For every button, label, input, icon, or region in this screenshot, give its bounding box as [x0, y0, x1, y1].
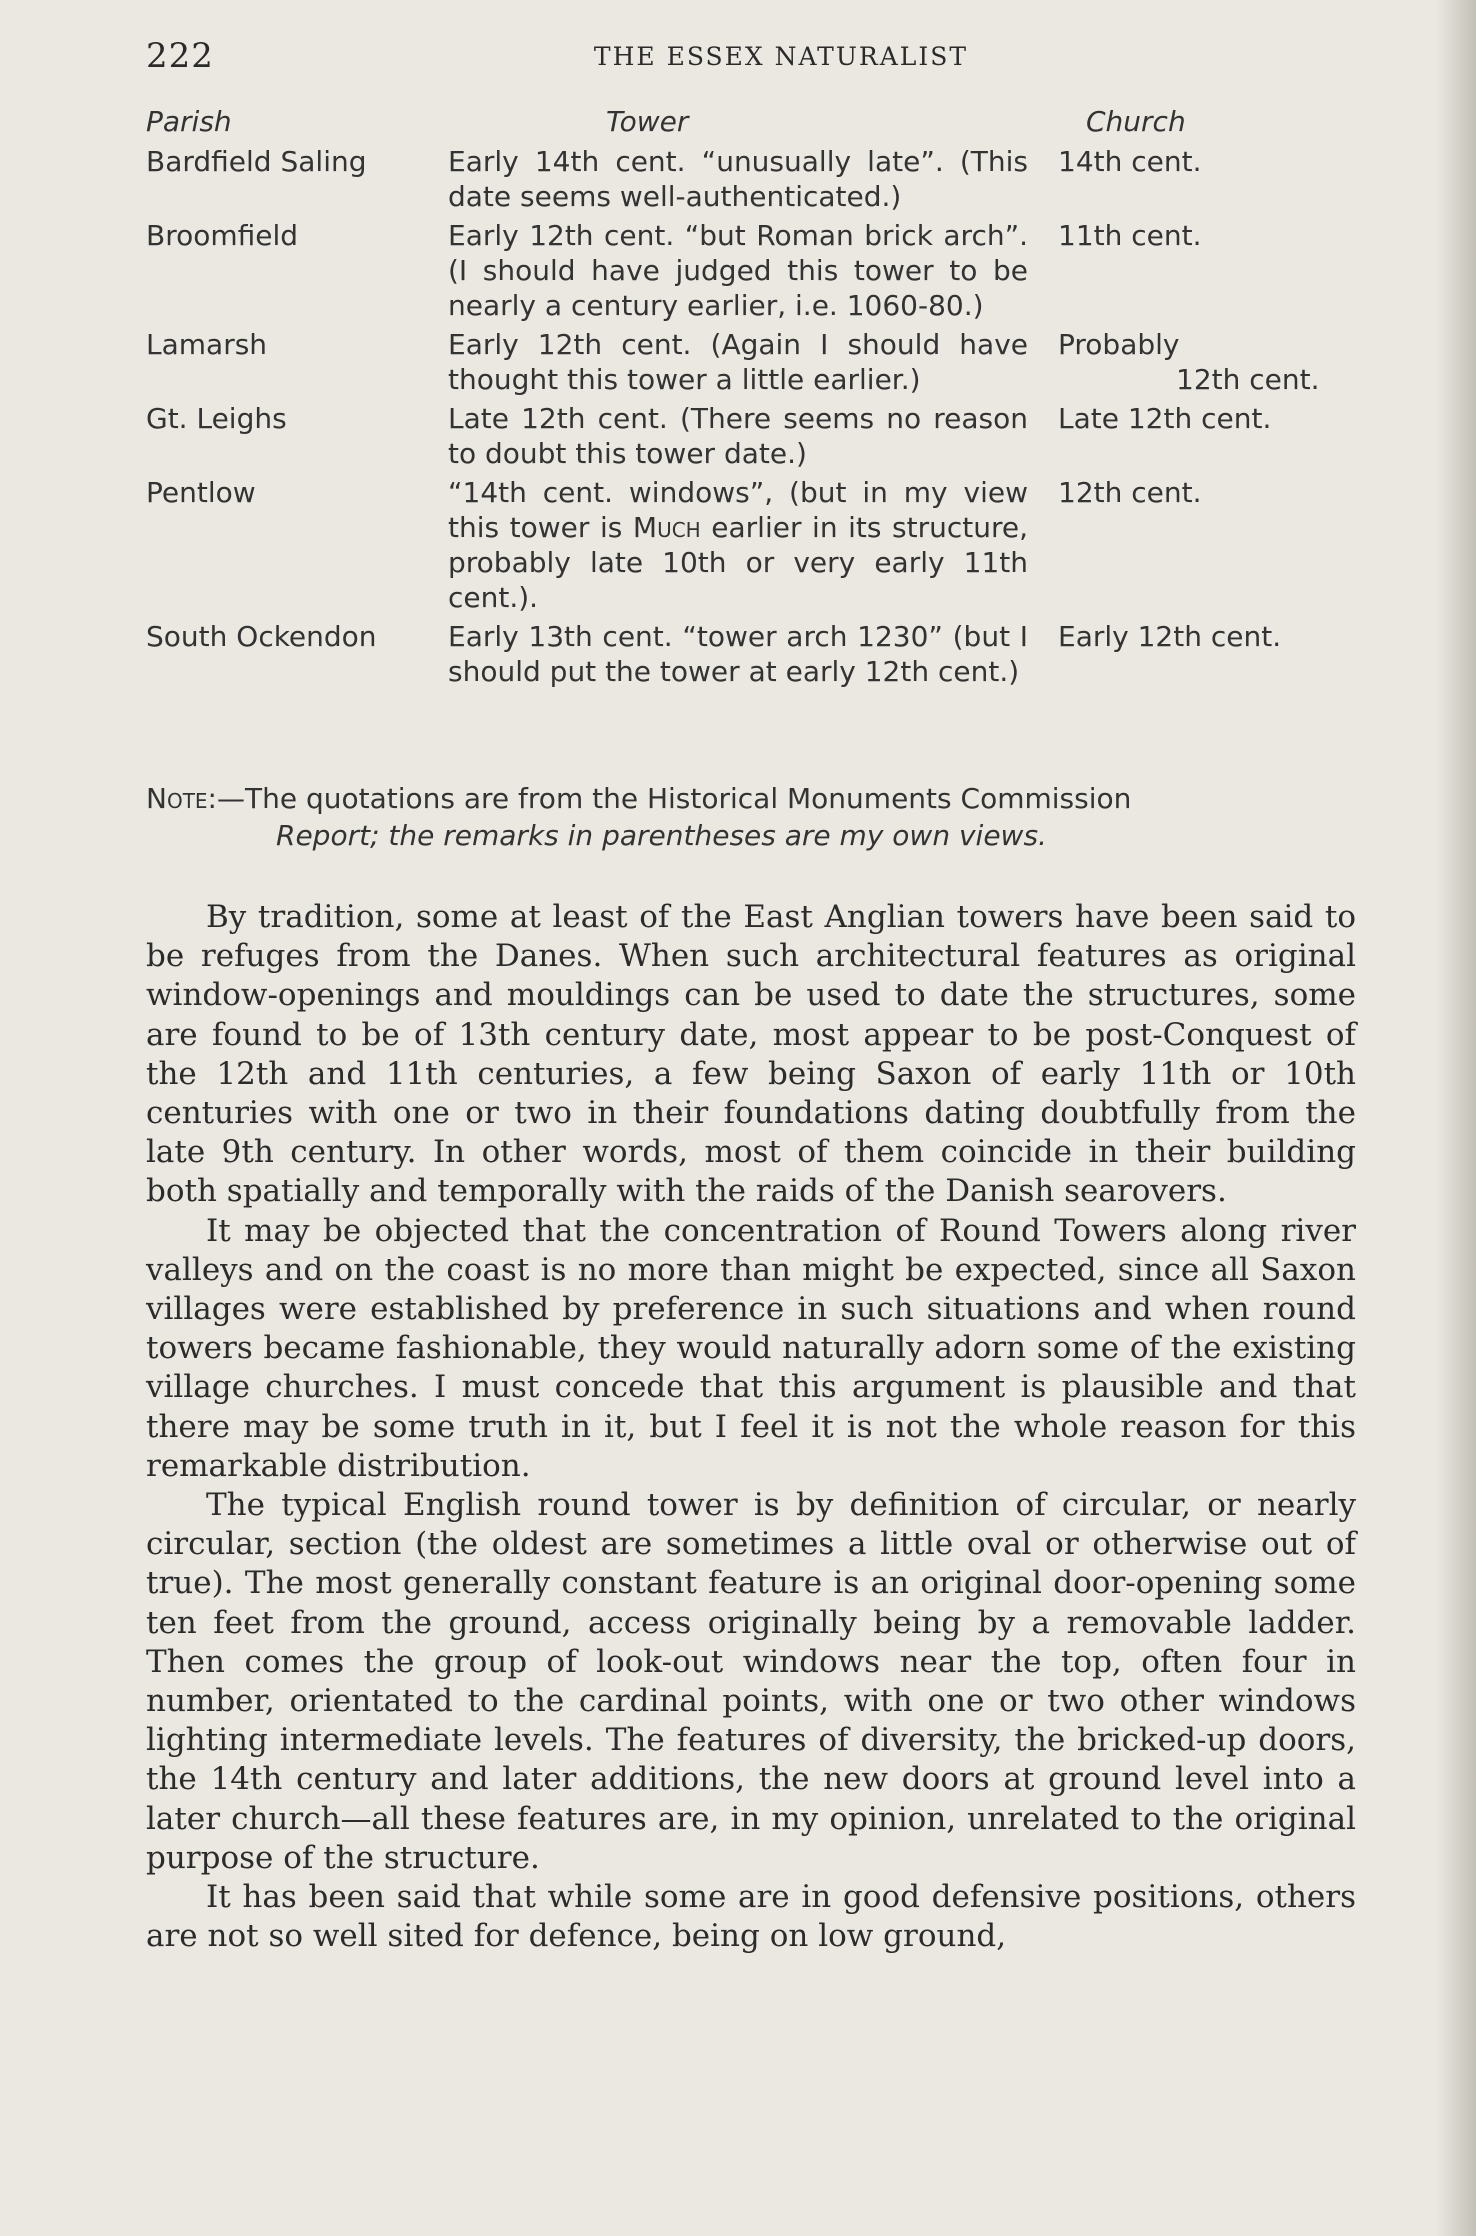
tower-cell: Early 12th cent. (Again I should have thought this tower a little earlier.) [448, 328, 1028, 396]
church-cell: 12th cent. [1058, 476, 1202, 509]
table-note [146, 780, 1356, 854]
parish-cell: Gt. Leighs [146, 402, 287, 435]
running-head [146, 36, 1356, 76]
table-row [146, 218, 1356, 323]
parish-cell: Bardfield Saling [146, 145, 367, 178]
paragraph: It has been said that while some are in good defensive positions, others are not so well sited for defence, being on low ground, [146, 1879, 1356, 1955]
note-dash: :— [207, 782, 245, 815]
church-cell: Late 12th cent. [1058, 402, 1272, 435]
church-cell: Early 12th cent. [1058, 620, 1282, 653]
tower-cell: Early 14th cent. “unusually late”. (This date seems well-authenticated.) [448, 145, 1028, 213]
dating-table [146, 104, 1356, 693]
note-text-second: Report; the remarks in parentheses are my own views. [276, 819, 1047, 852]
table-row [146, 401, 1356, 471]
paragraph: By tradition, some at least of the East Anglian towers have been said to be refuges from the Danes. When such architectural features as original window-openings and mouldings can be used to date the structures, some are found to be of 13th century date, most appear to be post-Conquest of the 12th and 11th centuries, a few being Saxon of early 11th or 10th centuries with one or two in their foundations dating doubtfully from the late 9th century. In other words, most of them coincide in their building both spatially and temporally with the raids of the Danish searovers. [146, 899, 1356, 1210]
body-text [146, 898, 1356, 1956]
parish-cell: Broomfield [146, 219, 299, 252]
note-label: Note [146, 782, 208, 815]
tower-cell: Early 13th cent. “tower arch 1230” (but I should put the tower at early 12th cent.) [448, 620, 1028, 688]
church-cell-line-2: 12th cent. [1176, 363, 1320, 396]
tower-cell: Late 12th cent. (There seems no reason to doubt this tower date.) [448, 402, 1028, 470]
church-cell-line: Probably [1058, 328, 1180, 361]
note-line-1 [146, 780, 1356, 817]
tower-cell [448, 475, 1058, 615]
tower-cell: Early 12th cent. “but Roman brick arch”. (I should have judged this tower to be nearly a century earlier, i.e. 1060-80.) [448, 219, 1028, 322]
tower-text-before: “14th cent. windows”, (but in my view this tower is [448, 476, 1028, 544]
parish-cell: South Ockendon [146, 620, 377, 653]
parish-cell: Pentlow [146, 476, 256, 509]
church-cell: 14th cent. [1058, 145, 1202, 178]
journal-title: THE ESSEX NATURALIST [593, 42, 969, 71]
tower-emphasis: Much [632, 511, 701, 544]
header-tower: Tower [606, 105, 689, 138]
header-church: Church [1086, 105, 1186, 138]
church-cell: 11th cent. [1058, 219, 1202, 252]
table-row [146, 619, 1356, 689]
page-number: 222 [146, 36, 214, 76]
table-row [146, 475, 1356, 615]
paragraph: It may be objected that the concentration of Round Towers along river valleys and on the coast is no more than might be expected, since all Saxon villages were established by preference in such situations and when round towers became fashionable, they would naturally adorn some of the existing village churches. I must concede that this argument is plausible and that there may be some truth in it, but I feel it is not the whole reason for this remarkable distribution. [146, 1212, 1356, 1484]
note-text-first: The quotations are from the Historical Monuments Commission [244, 782, 1132, 815]
parish-cell: Lamarsh [146, 328, 268, 361]
table-header [146, 104, 1356, 144]
table-row [146, 327, 1356, 397]
tower-text-after: earlier in its structure, probably late 10th or very early 11th cent.). [448, 511, 1028, 614]
table-row [146, 144, 1356, 214]
church-cell [1058, 327, 1356, 397]
header-parish: Parish [146, 105, 232, 138]
paragraph: The typical English round tower is by definition of circular, or nearly circular, section (the oldest are sometimes a little oval or otherwise out of true). The most generally constant feature is an original door-opening some ten feet from the ground, access originally being by a removable ladder. Then comes the group of look-out windows near the top, often four in number, orientated to the cardinal points, with one or two other windows lighting intermediate levels. The features of diversity, the bricked-up doors, the 14th century and later additions, the new doors at ground level into a later church—all these features are, in my opinion, unrelated to the original purpose of the structure. [146, 1487, 1356, 1876]
page-edge-shadow [1436, 0, 1476, 2236]
